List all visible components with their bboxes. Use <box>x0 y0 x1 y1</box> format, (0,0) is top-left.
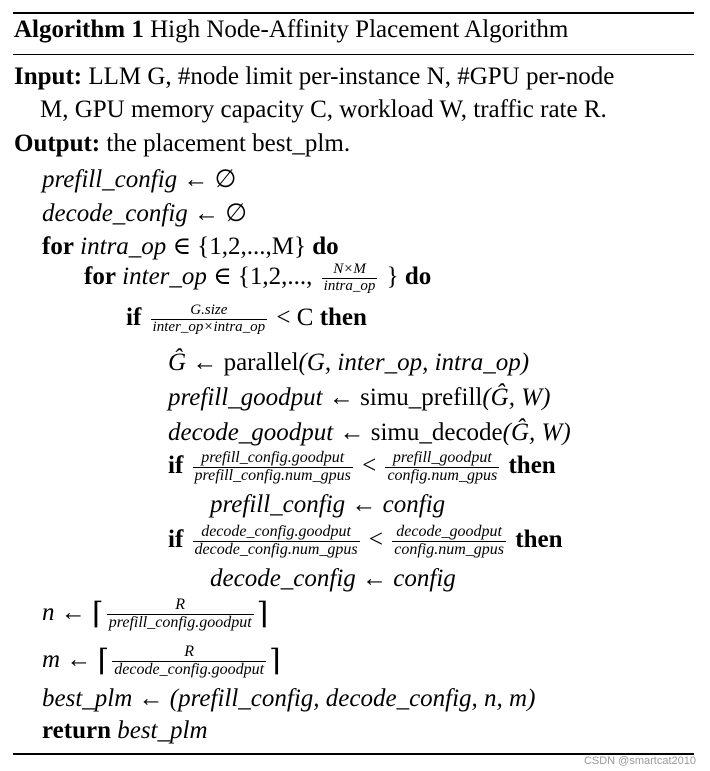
assign-arrow: ← <box>328 384 354 411</box>
fraction-numerator: R <box>175 596 186 613</box>
for-keyword: for <box>84 262 116 290</box>
return-keyword: return <box>42 717 111 744</box>
decode-candidate-fraction <box>392 524 506 559</box>
fraction-numerator: prefill_goodput <box>392 449 492 466</box>
inter-op-var: inter_op <box>122 262 207 290</box>
then-keyword: then <box>319 303 367 331</box>
line-prefill-init <box>42 167 236 192</box>
ceil-left: ⌈ <box>92 597 104 631</box>
return-value: best_plm <box>117 717 208 744</box>
memory-comparison: < C <box>276 303 314 331</box>
do-keyword: do <box>312 233 339 260</box>
fraction-denominator: decode_config.goodput <box>114 660 265 678</box>
n-fraction <box>107 597 254 632</box>
line-return <box>42 718 208 743</box>
line-best-plm <box>42 686 535 711</box>
caption-rule <box>13 54 694 55</box>
inter-op-range-open: ∈ {1,2,..., <box>213 262 313 290</box>
simu-decode-args: (Ĝ, W) <box>502 419 571 446</box>
fraction-denominator: prefill_config.num_gpus <box>194 466 351 484</box>
fraction-numerator: R <box>184 643 195 660</box>
line-if-memory <box>126 303 367 336</box>
simu-decode-fn: simu_decode <box>370 419 503 446</box>
input-keyword: Input: <box>14 63 83 90</box>
intra-op-var: intra_op <box>80 233 167 260</box>
m-fraction <box>112 644 266 679</box>
input-line-1 <box>14 64 614 89</box>
do-keyword: do <box>404 262 432 290</box>
fraction-numerator: N×M <box>333 261 366 277</box>
line-update-prefill: prefill_config ← config <box>210 491 446 518</box>
fraction-denominator: prefill_config.goodput <box>108 613 252 631</box>
algorithm-title: High Node-Affinity Placement Algorithm <box>150 16 569 43</box>
empty-set: ∅ <box>214 166 237 193</box>
line-n-instances <box>42 597 268 632</box>
if-keyword: if <box>168 452 184 480</box>
assign-arrow: ← <box>60 599 86 627</box>
fraction-numerator: prefill_config.goodput <box>201 449 345 466</box>
assign-arrow: ← <box>138 685 164 712</box>
line-simu-prefill <box>168 385 550 410</box>
for-keyword: for <box>42 233 74 260</box>
empty-set: ∅ <box>225 200 248 227</box>
output-keyword: Output: <box>14 130 101 157</box>
fraction-denominator: inter_op×intra_op <box>152 318 266 335</box>
prefill-goodput-var: prefill_goodput <box>168 384 323 411</box>
fraction-numerator: G.size <box>190 302 228 318</box>
ceil-left: ⌈ <box>97 644 110 678</box>
watermark: CSDN @smartcat2010 <box>583 755 696 767</box>
parallel-fn: parallel <box>223 349 299 376</box>
input-text-2: M, GPU memory capacity C, workload W, traffic rate R. <box>40 96 607 123</box>
intra-op-range: ∈ {1,2,...,M} <box>172 233 307 260</box>
input-line-2 <box>40 97 607 122</box>
assign-arrow: ← <box>192 349 218 376</box>
less-than: < <box>368 526 383 554</box>
fraction-denominator: config.num_gpus <box>387 466 498 484</box>
simu-prefill-args: (Ĝ, W) <box>482 384 551 411</box>
n-var: n <box>42 599 55 627</box>
simu-prefill-fn: simu_prefill <box>360 384 483 411</box>
decode-goodput-var: decode_goodput <box>168 419 334 446</box>
top-rule <box>13 12 694 14</box>
if-keyword: if <box>126 303 142 331</box>
line-for-inter <box>84 262 431 295</box>
fraction-numerator: decode_goodput <box>396 523 502 540</box>
fraction-numerator: decode_config.goodput <box>201 523 351 540</box>
fraction-denominator: decode_config.num_gpus <box>194 540 358 558</box>
fraction-denominator: config.num_gpus <box>394 540 504 558</box>
g-hat-var: Ĝ <box>168 349 187 376</box>
line-if-prefill-better <box>168 450 556 485</box>
line-for-intra <box>42 234 339 259</box>
line-if-decode-better <box>168 524 562 559</box>
prefill-current-fraction <box>193 450 353 485</box>
inter-op-range-close: } <box>386 262 399 290</box>
ceil-right: ⌉ <box>256 597 269 631</box>
output-line <box>14 131 350 156</box>
decode-current-fraction <box>193 524 360 559</box>
fraction-denominator: intra_op <box>323 277 376 294</box>
less-than: < <box>362 452 377 480</box>
assign-arrow: ← <box>66 646 92 674</box>
algorithm-label: Algorithm 1 <box>14 16 144 43</box>
if-keyword: if <box>168 526 184 554</box>
ceil-right: ⌉ <box>269 644 281 678</box>
assign-arrow: ← <box>183 166 209 193</box>
memory-fraction <box>151 303 268 336</box>
line-parallel <box>168 350 529 375</box>
line-decode-init <box>42 201 247 226</box>
then-keyword: then <box>515 526 563 554</box>
line-m-instances <box>42 644 281 679</box>
inter-op-limit-fraction <box>322 262 378 295</box>
input-text-1: LLM G, #node limit per-instance N, #GPU per-node <box>88 63 615 90</box>
best-plm-tuple: (prefill_config, decode_config, n, m) <box>169 685 536 712</box>
line-update-decode: decode_config ← config <box>210 565 456 592</box>
line-simu-decode <box>168 420 571 445</box>
prefill-candidate-fraction <box>385 450 499 485</box>
then-keyword: then <box>508 452 556 480</box>
prefill-config-var: prefill_config <box>42 166 178 193</box>
assign-arrow: ← <box>339 419 365 446</box>
algorithm-caption <box>14 16 568 44</box>
best-plm-var: best_plm <box>42 685 133 712</box>
output-text: the placement best_plm. <box>106 130 351 157</box>
decode-config-var: decode_config <box>42 200 188 227</box>
parallel-args: (G, inter_op, intra_op) <box>298 349 530 376</box>
assign-arrow: ← <box>194 200 220 227</box>
m-var: m <box>42 646 61 674</box>
